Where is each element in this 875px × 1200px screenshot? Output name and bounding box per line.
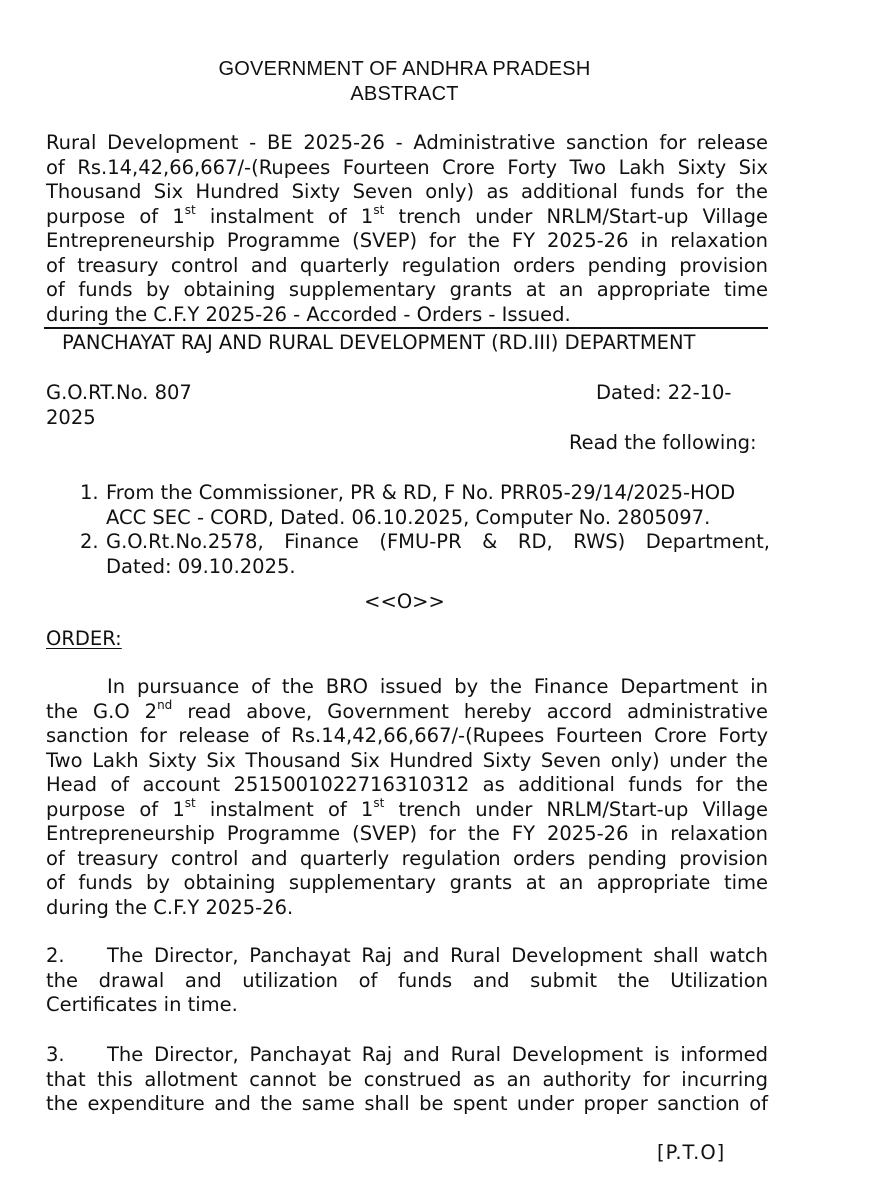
ordinal-suffix: st [373, 203, 385, 217]
go-date-continued: 2025 [46, 406, 96, 429]
go-number: G.O.RT.No. 807 [46, 381, 192, 404]
reference-line: From the Commissioner, PR & RD, F No. PRR05-29/14/2025-HOD [106, 481, 736, 504]
subject-line: Rural Development - BE 2025-26 - Administrative sanction for release [46, 131, 768, 154]
reference-line: G.O.Rt.No.2578, Finance (FMU-PR & RD, RWS) Department, [106, 530, 770, 553]
order-paragraph-2 [46, 944, 768, 1018]
please-turn-over: [P.T.O] [657, 1141, 726, 1164]
paragraph-line: the drawal and utilization of funds and submit the Utilization [46, 968, 768, 992]
section-separator: <<O>> [364, 590, 445, 613]
subject-line: of Rs.14,42,66,667/-(Rupees Fourteen Crore Forty Two Lakh Sixty Six [46, 155, 768, 179]
paragraph-line: that this allotment cannot be construed as an authority for incurring [46, 1067, 768, 1091]
paragraph-number: 3. [46, 1043, 65, 1066]
paragraph-line: Certificates in time. [46, 993, 238, 1016]
paragraph-line: 3. The Director, Panchayat Raj and Rural Development is informed [46, 1043, 768, 1066]
read-following: Read the following: [569, 431, 757, 454]
subject-line: during the C.F.Y 2025-26 - Accorded - Orders - Issued. [46, 302, 571, 326]
order-paragraph-3 [46, 1043, 768, 1117]
paragraph-line-text: purpose of 1 [46, 797, 185, 821]
ordinal-suffix: st [373, 796, 385, 810]
paragraph-line: of funds by obtaining supplementary grants at an appropriate time [46, 871, 768, 894]
paragraph-line: of treasury control and quarterly regulation orders pending provision [46, 846, 768, 870]
paragraph-line [46, 700, 768, 725]
paragraph-line-text: trench under NRLM/Start-up Village [384, 797, 768, 821]
go-date: Dated: 22-10- [596, 381, 732, 404]
paragraph-line-text: the G.O 2 [46, 699, 158, 723]
paragraph-line: Two Lakh Sixty Six Thousand Six Hundred Sixty Seven only) under the [46, 748, 768, 772]
paragraph-line: during the C.F.Y 2025-26. [46, 895, 294, 919]
references-list [80, 481, 770, 579]
subject-line [46, 205, 768, 230]
order-paragraph-1 [46, 675, 768, 920]
paragraph-line: the expenditure and the same shall be spent under proper sanction of [46, 1092, 768, 1115]
paragraph-line-text: read above, Government hereby accord administrative [172, 699, 768, 723]
reference-line: Dated: 09.10.2025. [106, 554, 296, 578]
order-heading: ORDER: [46, 627, 122, 650]
paragraph-line: sanction for release of Rs.14,42,66,667/-(Rupees Fourteen Crore Forty [46, 724, 768, 747]
ordinal-suffix: st [184, 203, 196, 217]
reference-line: ACC SEC - CORD, Dated. 06.10.2025, Computer No. 2805097. [106, 505, 711, 529]
subject-line-text: trench under NRLM/Start-up Village [384, 204, 768, 228]
ordinal-suffix: nd [157, 698, 173, 712]
horizontal-rule [44, 327, 768, 329]
reference-item [80, 530, 770, 579]
subject-line: of treasury control and quarterly regulation orders pending provision [46, 253, 768, 277]
subject-line: Thousand Six Hundred Sixty Seven only) as additional funds for the [46, 180, 768, 203]
reference-number: 2. [80, 530, 99, 553]
abstract-title: ABSTRACT [350, 83, 459, 105]
paragraph-line [46, 798, 768, 823]
reference-item [80, 481, 770, 530]
paragraph-line: Head of account 2515001022716310312 as additional funds for the [46, 773, 768, 796]
subject-line-text: purpose of 1 [46, 204, 185, 228]
department-name: PANCHAYAT RAJ AND RURAL DEVELOPMENT (RD.III) DEPARTMENT [62, 331, 696, 354]
paragraph-number: 2. [46, 944, 65, 967]
government-title: GOVERNMENT OF ANDHRA PRADESH [218, 58, 591, 80]
subject-block [46, 131, 768, 327]
paragraph-line: In pursuance of the BRO issued by the Finance Department in [107, 675, 768, 698]
paragraph-line: Entrepreneurship Programme (SVEP) for the FY 2025-26 in relaxation [46, 822, 768, 845]
subject-line: of funds by obtaining supplementary grants at an appropriate time [46, 278, 768, 301]
paragraph-line-text: instalment of 1 [195, 797, 374, 821]
reference-number: 1. [80, 481, 99, 504]
ordinal-suffix: st [184, 796, 196, 810]
paragraph-line: 2. The Director, Panchayat Raj and Rural Development shall watch [46, 944, 768, 967]
subject-line: Entrepreneurship Programme (SVEP) for the FY 2025-26 in relaxation [46, 229, 768, 252]
subject-line-text: instalment of 1 [195, 204, 374, 228]
